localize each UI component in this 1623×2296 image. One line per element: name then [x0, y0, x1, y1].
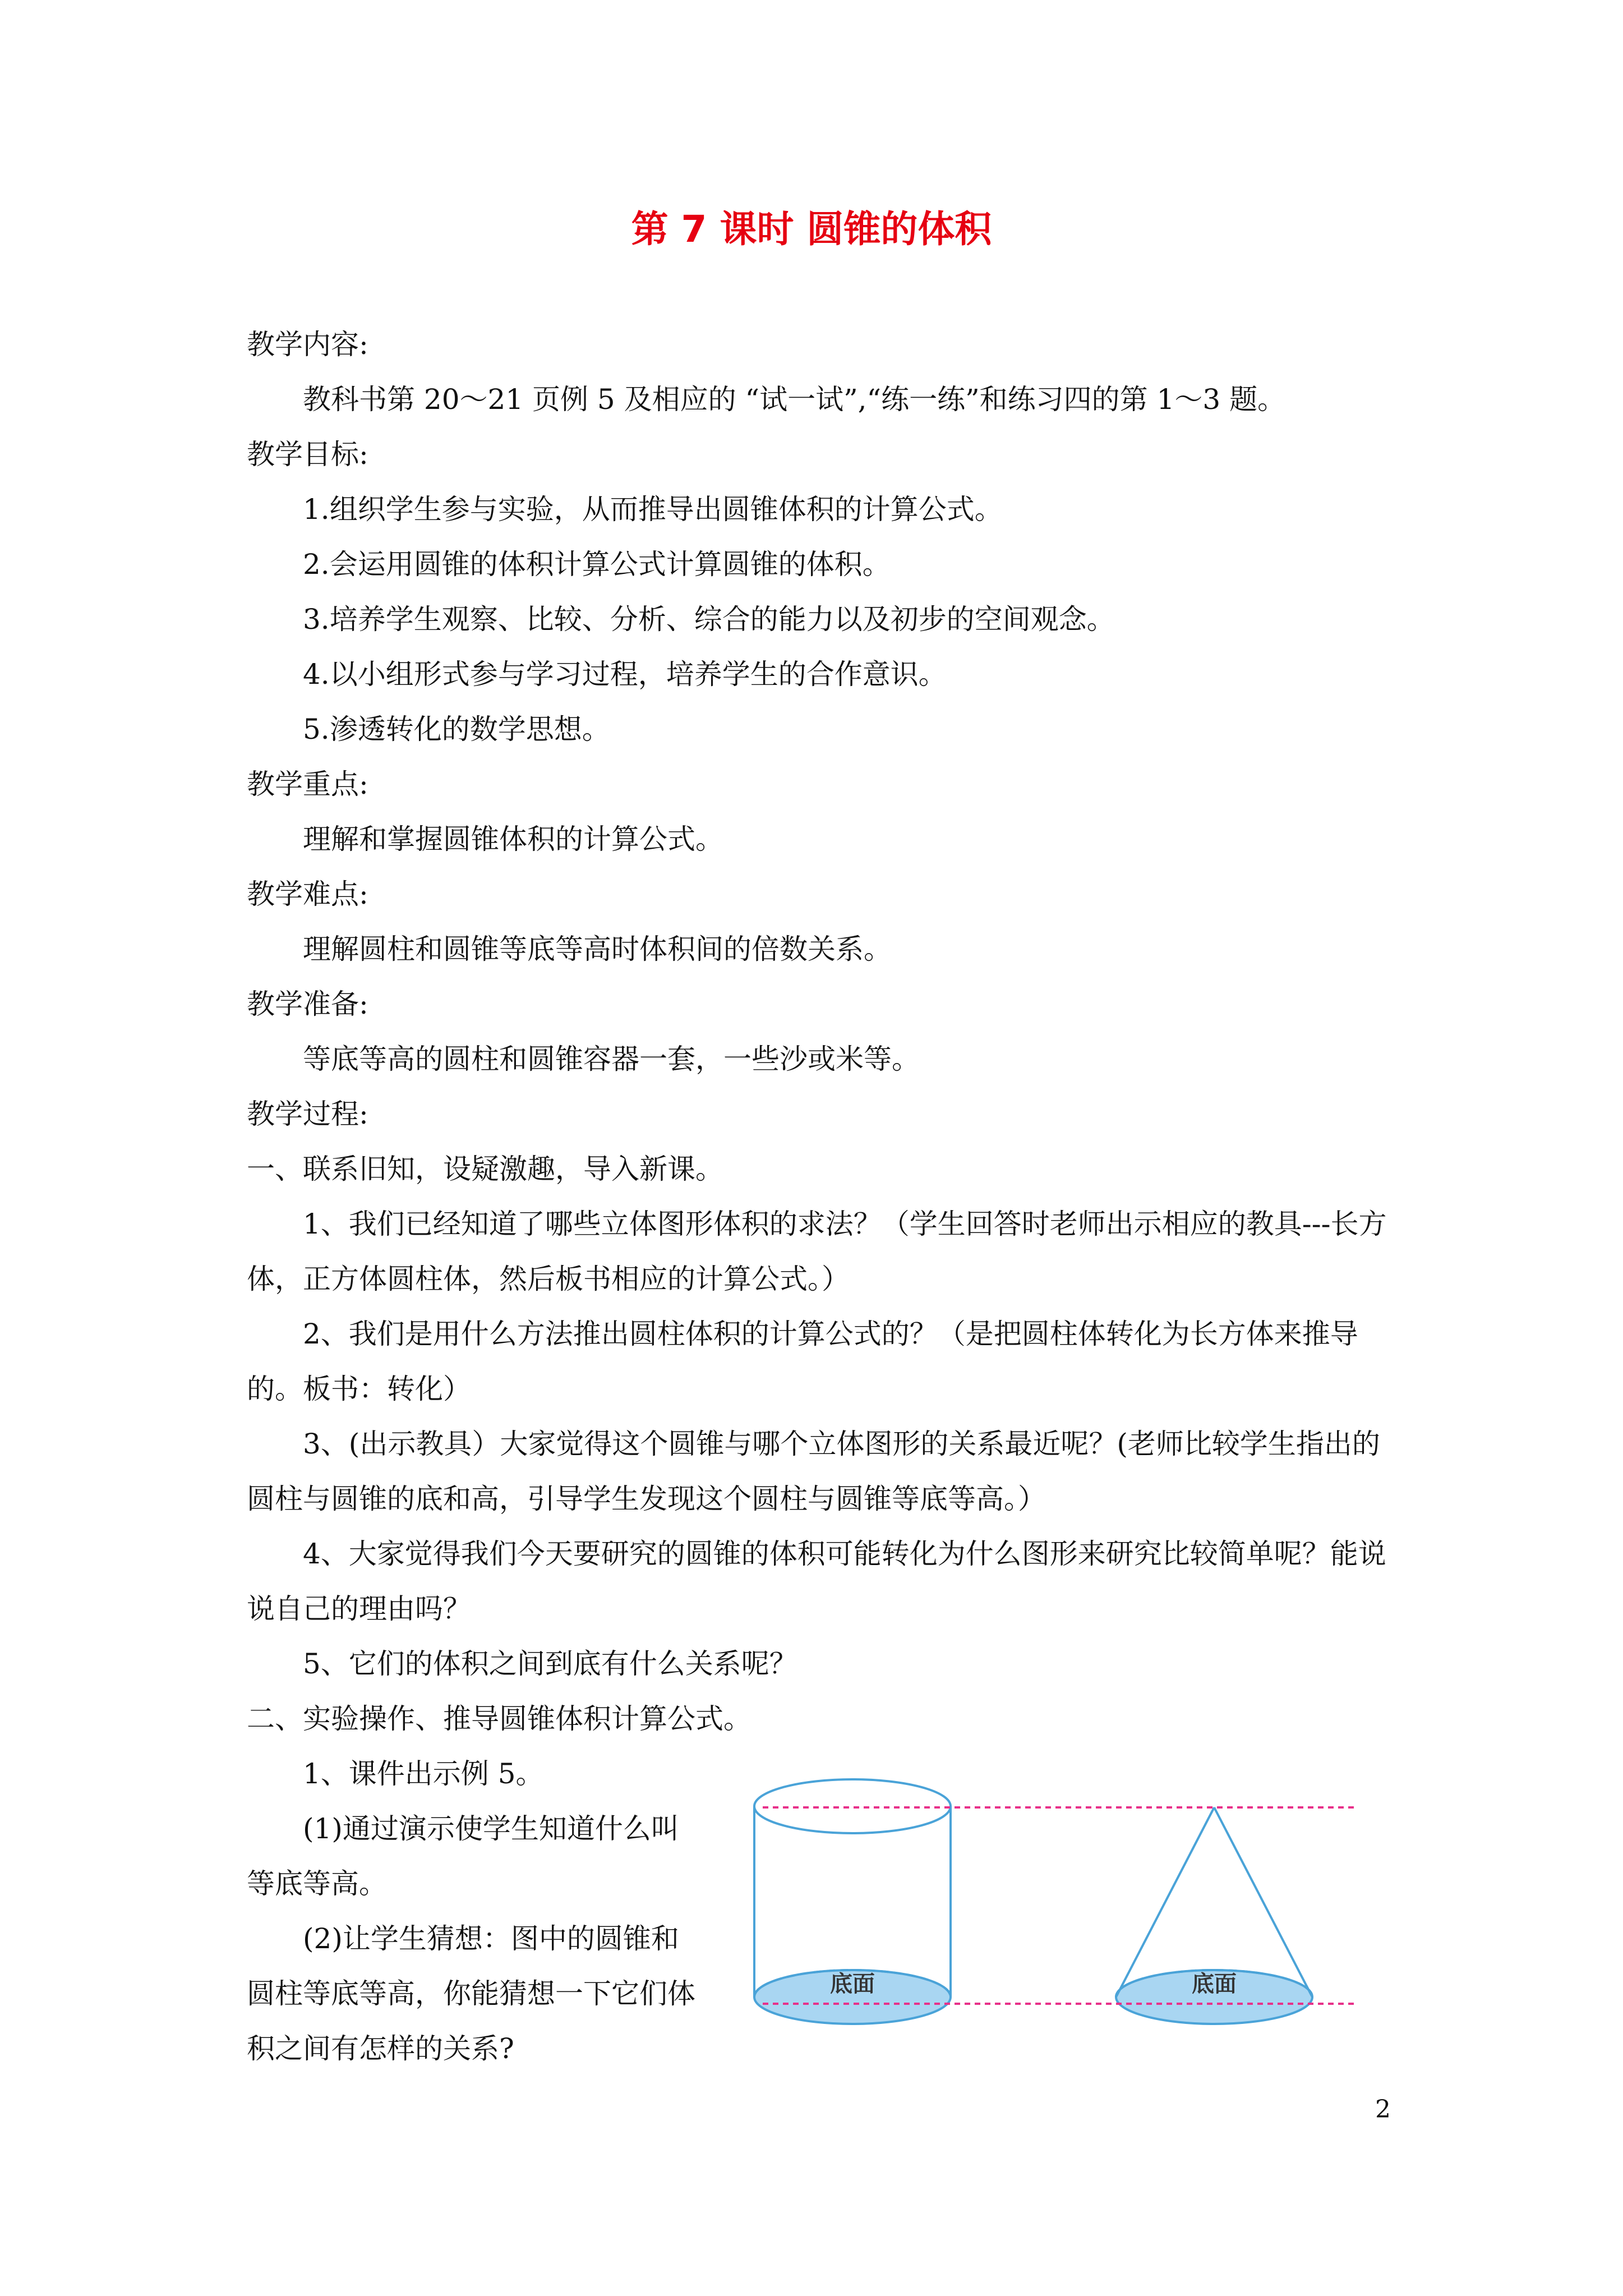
list-item: 1.组织学生参与实验，从而推导出圆锥体积的计算公式。 [303, 493, 1003, 526]
cone-base-label: 底面 [1192, 1971, 1237, 1997]
section-heading: 教学重点: [247, 768, 368, 800]
list-item: 5.渗透转化的数学思想。 [303, 713, 610, 746]
paragraph: 2、我们是用什么方法推出圆柱体积的计算公式的？（是把圆柱体转化为长方体来推导的。板书：转化） [247, 1318, 1358, 1405]
paragraph: 3、(出示教具）大家觉得这个圆锥与哪个立体图形的关系最近呢？(老师比较学生指出的圆柱与圆锥的底和高，引导学生发现这个圆柱与圆锥等底等高。） [247, 1428, 1380, 1515]
section-heading: 教学难点: [247, 878, 368, 910]
paragraph: 理解和掌握圆锥体积的计算公式。 [303, 823, 723, 855]
paragraph: 理解圆柱和圆锥等底等高时体积间的倍数关系。 [303, 933, 892, 965]
paragraph: (2)让学生猜想：图中的圆锥和圆柱等底等高，你能猜想一下它们体积之间有怎样的关系? [247, 1922, 695, 2065]
section-heading: 教学目标: [247, 438, 368, 471]
paragraph: 5、它们的体积之间到底有什么关系呢？ [303, 1648, 797, 1680]
page-title: 第 7 课时 圆锥的体积 [631, 208, 992, 251]
cone-right-side [1214, 1807, 1312, 1997]
paragraph: 1、我们已经知道了哪些立体图形体积的求法？（学生回答时老师出示相应的教具---长方体，正方体圆柱体，然后板书相应的计算公式。） [247, 1208, 1387, 1295]
page-number: 2 [1375, 2095, 1391, 2124]
section-heading: 教学准备: [247, 988, 368, 1020]
list-item: 3.培养学生观察、比较、分析、综合的能力以及初步的空间观念。 [303, 603, 1115, 636]
list-item: 4.以小组形式参与学习过程，培养学生的合作意识。 [303, 658, 947, 691]
cylinder-base-label: 底面 [830, 1971, 875, 1997]
paragraph: (1)通过演示使学生知道什么叫等底等高。 [247, 1812, 679, 1900]
paragraph: 教科书第 20～21 页例 5 及相应的 “试一试”,“练一练”和练习四的第 1～3 题。 [303, 383, 1286, 416]
section-heading: 二、实验操作、推导圆锥体积计算公式。 [247, 1703, 751, 1735]
list-item: 2.会运用圆锥的体积计算公式计算圆锥的体积。 [303, 548, 891, 581]
figure-svg [751, 1761, 1363, 2053]
section-heading: 教学过程: [247, 1098, 368, 1130]
cylinder-cone-figure [751, 1761, 1363, 2053]
paragraph: 1、课件出示例 5。 [303, 1757, 544, 1790]
paragraph: 4、大家觉得我们今天要研究的圆锥的体积可能转化为什么图形来研究比较简单呢？能说说自己的理由吗？ [247, 1538, 1386, 1625]
paragraph: 等底等高的圆柱和圆锥容器一套，一些沙或米等。 [303, 1043, 920, 1075]
cone-left-side [1116, 1807, 1214, 1997]
section-heading: 一、联系旧知，设疑激趣，导入新课。 [247, 1153, 723, 1185]
section-heading: 教学内容: [247, 328, 368, 361]
